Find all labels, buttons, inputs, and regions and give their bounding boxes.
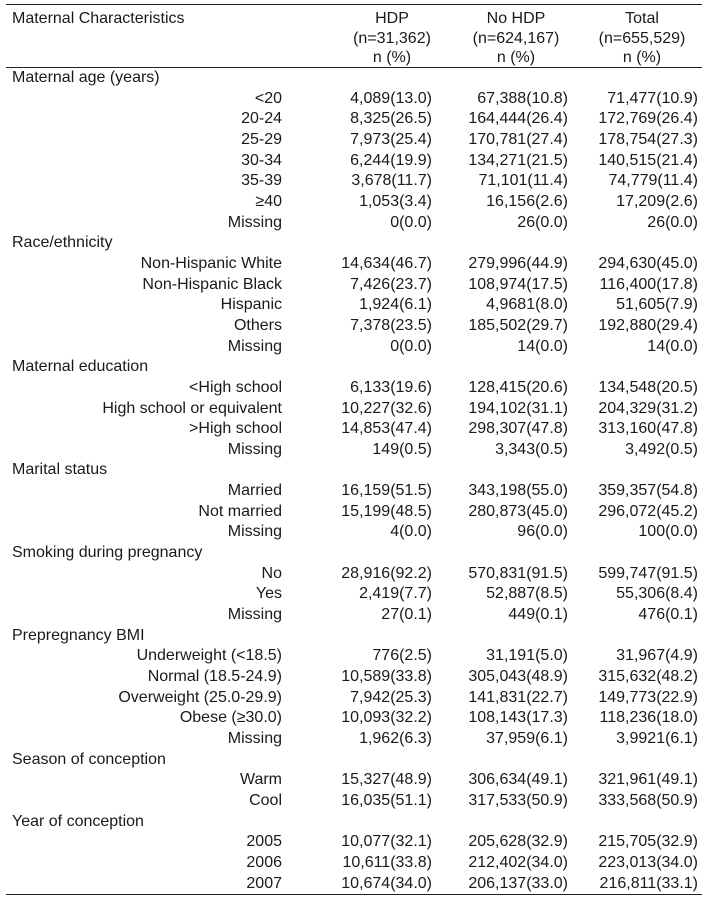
row-label: No — [261, 564, 282, 582]
hdp-value: 28,916(92.2) — [341, 564, 432, 582]
row-label: 20-24 — [241, 110, 282, 128]
header-total-title: Total — [625, 10, 659, 27]
characteristics-table — [6, 4, 702, 895]
row-label: Not married — [198, 502, 282, 520]
total-value: 116,400(17.8) — [599, 275, 698, 293]
row-label: Cool — [249, 791, 282, 809]
hdp-value: 27(0.1) — [381, 606, 432, 624]
total-value: 55,306(8.4) — [616, 585, 698, 603]
total-value: 71,477(10.9) — [607, 89, 698, 107]
table-row — [6, 564, 702, 585]
table-row — [6, 729, 702, 750]
no-hdp-value: 194,102(31.1) — [468, 399, 568, 417]
total-value: 599,747(91.5) — [598, 564, 698, 582]
no-hdp-value: 37,959(6.1) — [486, 730, 568, 747]
total-value: 315,632(48.2) — [598, 668, 698, 686]
total-value: 296,072(45.2) — [598, 502, 698, 520]
total-value: 3,9921(6.1) — [616, 730, 698, 747]
total-value: 17,209(2.6) — [616, 192, 698, 210]
no-hdp-value: 108,143(17.3) — [468, 709, 568, 727]
total-value: 359,357(54.8) — [598, 482, 698, 500]
row-label: 25-29 — [241, 130, 282, 148]
row-label: Warm — [239, 771, 282, 789]
table-row — [6, 874, 702, 895]
total-value: 14(0.0) — [647, 337, 698, 355]
table-row — [6, 584, 702, 605]
no-hdp-value: 279,996(44.9) — [468, 254, 568, 272]
hdp-value: 4,089(13.0) — [350, 89, 432, 107]
total-value: 51,605(7.9) — [616, 296, 698, 314]
hdp-value: 10,674(34.0) — [341, 874, 432, 892]
header-characteristics-label: Maternal Characteristics — [12, 10, 185, 27]
total-value: 216,811(33.1) — [599, 874, 698, 892]
header-no-hdp-title: No HDP — [486, 10, 546, 27]
hdp-value: 10,227(32.6) — [341, 399, 432, 417]
table-row — [6, 109, 702, 130]
table-row — [6, 171, 702, 192]
no-hdp-value: 3,343(0.5) — [495, 440, 568, 458]
hdp-value: 10,611(33.8) — [342, 853, 432, 871]
no-hdp-value: 141,831(22.7) — [468, 688, 568, 706]
total-value: 294,630(45.0) — [598, 254, 698, 272]
no-hdp-value: 570,831(91.5) — [468, 564, 568, 582]
section-label: Race/ethnicity — [12, 234, 113, 252]
row-label: Missing — [227, 606, 282, 624]
hdp-value: 14,634(46.7) — [341, 254, 432, 272]
table-row — [6, 337, 702, 358]
table-row — [6, 688, 702, 709]
section-row — [6, 626, 702, 647]
table-row — [6, 192, 702, 213]
table-row — [6, 646, 702, 667]
table-row — [6, 667, 702, 688]
table-row — [6, 151, 702, 172]
hdp-value: 0(0.0) — [390, 337, 432, 355]
no-hdp-value: 26(0.0) — [517, 213, 568, 231]
no-hdp-value: 14(0.0) — [517, 337, 568, 355]
no-hdp-value: 280,873(45.0) — [468, 502, 568, 520]
section-row — [6, 750, 702, 771]
section-row — [6, 233, 702, 254]
table-row — [6, 708, 702, 729]
row-label: Missing — [227, 523, 282, 541]
hdp-value: 2,419(7.7) — [359, 585, 432, 603]
no-hdp-value: 108,974(17.5) — [468, 275, 568, 293]
table-row — [6, 130, 702, 151]
no-hdp-value: 128,415(20.6) — [468, 378, 568, 396]
row-label: 2006 — [246, 853, 282, 871]
total-value: 26(0.0) — [647, 213, 698, 231]
row-label: <20 — [254, 89, 282, 107]
row-label: Married — [227, 482, 282, 500]
row-label: Yes — [255, 585, 282, 603]
row-label: Non-Hispanic White — [140, 254, 282, 272]
section-row — [6, 460, 702, 481]
hdp-value: 7,378(23.5) — [350, 316, 432, 334]
header-total-count: (n=655,529) — [598, 29, 686, 47]
no-hdp-value: 96(0.0) — [517, 523, 568, 541]
hdp-value: 6,244(19.9) — [350, 151, 432, 169]
row-label: >High school — [189, 420, 282, 438]
no-hdp-value: 317,533(50.9) — [468, 791, 568, 809]
hdp-value: 4(0.0) — [390, 523, 432, 541]
no-hdp-value: 52,887(8.5) — [486, 585, 568, 603]
row-label: Missing — [227, 730, 282, 747]
header-hdp-unit: n (%) — [372, 49, 412, 66]
no-hdp-value: 134,271(21.5) — [468, 151, 568, 169]
no-hdp-value: 16,156(2.6) — [486, 192, 568, 210]
hdp-value: 0(0.0) — [390, 213, 432, 231]
hdp-value: 1,962(6.3) — [359, 730, 432, 747]
row-label: Others — [233, 316, 282, 334]
hdp-value: 7,426(23.7) — [350, 275, 432, 293]
total-value: 31,967(4.9) — [616, 647, 698, 665]
hdp-value: 7,942(25.3) — [350, 688, 432, 706]
no-hdp-value: 305,043(48.9) — [468, 668, 568, 686]
total-value: 223,013(34.0) — [598, 853, 698, 871]
table-row — [6, 791, 702, 812]
row-label: Missing — [227, 213, 282, 231]
no-hdp-value: 298,307(47.8) — [468, 420, 568, 438]
hdp-value: 14,853(47.4) — [341, 420, 432, 438]
no-hdp-value: 31,191(5.0) — [486, 647, 568, 665]
row-label: Underweight (<18.5) — [136, 647, 282, 665]
row-label: 30-34 — [241, 151, 282, 169]
row-label: Missing — [227, 440, 282, 458]
header-no-hdp — [454, 9, 578, 68]
hdp-value: 7,973(25.4) — [350, 130, 432, 148]
hdp-value: 10,093(32.2) — [341, 709, 432, 727]
hdp-value: 15,199(48.5) — [341, 502, 432, 520]
total-value: 134,548(20.5) — [598, 378, 698, 396]
table-row — [6, 399, 702, 420]
total-value: 178,754(27.3) — [598, 130, 698, 148]
table-bottom-rule — [6, 894, 702, 895]
total-value: 172,769(26.4) — [598, 110, 698, 128]
table-row — [6, 832, 702, 853]
hdp-value: 10,077(32.1) — [341, 833, 432, 851]
no-hdp-value: 343,198(55.0) — [468, 482, 568, 500]
total-value: 204,329(31.2) — [598, 399, 698, 417]
row-label: 35-39 — [241, 172, 282, 190]
total-value: 74,779(11.4) — [608, 172, 698, 190]
table-row — [6, 378, 702, 399]
no-hdp-value: 185,502(29.7) — [468, 316, 568, 334]
hdp-value: 1,924(6.1) — [359, 296, 432, 314]
hdp-value: 15,327(48.9) — [341, 771, 432, 789]
hdp-value: 6,133(19.6) — [350, 378, 432, 396]
header-total-unit: n (%) — [622, 49, 662, 66]
no-hdp-value: 449(0.1) — [508, 606, 568, 624]
hdp-value: 3,678(11.7) — [351, 172, 432, 190]
table-row — [6, 481, 702, 502]
table-row — [6, 419, 702, 440]
total-value: 215,705(32.9) — [598, 833, 698, 851]
section-label: Marital status — [12, 461, 108, 479]
row-label: Obese (≥30.0) — [179, 709, 282, 727]
row-label: ≥40 — [255, 192, 282, 210]
hdp-value: 1,053(3.4) — [359, 192, 432, 210]
row-label: <High school — [189, 378, 282, 396]
total-value: 140,515(21.4) — [598, 151, 698, 169]
section-label: Season of conception — [12, 750, 166, 768]
table-row — [6, 213, 702, 234]
no-hdp-value: 212,402(34.0) — [468, 853, 568, 871]
table-row — [6, 502, 702, 523]
hdp-value: 8,325(26.5) — [350, 110, 432, 128]
section-row — [6, 68, 702, 89]
row-label: Normal (18.5-24.9) — [147, 668, 282, 686]
no-hdp-value: 71,101(11.4) — [478, 172, 568, 190]
hdp-value: 776(2.5) — [372, 647, 432, 665]
total-value: 3,492(0.5) — [625, 440, 698, 458]
total-value: 149,773(22.9) — [598, 688, 698, 706]
section-label: Prepregnancy BMI — [12, 626, 145, 644]
hdp-value: 149(0.5) — [372, 440, 432, 458]
no-hdp-value: 306,634(49.1) — [468, 771, 568, 789]
table-row — [6, 440, 702, 461]
no-hdp-value: 206,137(33.0) — [468, 874, 568, 892]
no-hdp-value: 67,388(10.8) — [477, 89, 568, 107]
header-no-hdp-unit: n (%) — [496, 49, 536, 66]
section-row — [6, 543, 702, 564]
table-row — [6, 316, 702, 337]
row-label: 2007 — [246, 874, 282, 892]
section-label: Maternal education — [12, 358, 149, 376]
no-hdp-value: 4,9681(8.0) — [486, 296, 568, 314]
table-row — [6, 275, 702, 296]
section-label: Maternal age (years) — [12, 69, 160, 86]
total-value: 321,961(49.1) — [598, 771, 698, 789]
row-label: 2005 — [246, 833, 282, 851]
section-label: Smoking during pregnancy — [12, 544, 203, 562]
header-hdp-title: HDP — [375, 10, 409, 27]
section-row — [6, 812, 702, 833]
row-label: Non-Hispanic Black — [142, 275, 282, 293]
total-value: 313,160(47.8) — [598, 420, 698, 438]
section-label: Year of conception — [12, 812, 144, 830]
table-header — [6, 5, 702, 68]
table-row — [6, 605, 702, 626]
table-row — [6, 89, 702, 110]
no-hdp-value: 205,628(32.9) — [468, 833, 568, 851]
total-value: 118,236(18.0) — [599, 709, 698, 727]
row-label: High school or equivalent — [102, 399, 282, 417]
header-hdp-count: (n=31,362) — [353, 29, 431, 47]
hdp-value: 16,035(51.1) — [341, 791, 432, 809]
header-no-hdp-count: (n=624,167) — [472, 29, 560, 47]
header-total — [584, 9, 700, 68]
total-value: 476(0.1) — [638, 606, 698, 624]
table-row — [6, 853, 702, 874]
row-label: Overweight (25.0-29.9) — [118, 688, 282, 706]
no-hdp-value: 170,781(27.4) — [468, 130, 568, 148]
header-hdp — [334, 9, 450, 68]
table-row — [6, 770, 702, 791]
hdp-value: 10,589(33.8) — [341, 668, 432, 686]
table-row — [6, 522, 702, 543]
total-value: 100(0.0) — [638, 523, 698, 541]
section-row — [6, 357, 702, 378]
total-value: 192,880(29.4) — [598, 316, 698, 334]
table-row — [6, 254, 702, 275]
header-characteristics — [12, 9, 185, 29]
table-row — [6, 295, 702, 316]
hdp-value: 16,159(51.5) — [341, 482, 432, 500]
table-body — [6, 68, 702, 894]
row-label: Hispanic — [220, 296, 282, 314]
total-value: 333,568(50.9) — [598, 791, 698, 809]
row-label: Missing — [227, 337, 282, 355]
no-hdp-value: 164,444(26.4) — [468, 110, 568, 128]
